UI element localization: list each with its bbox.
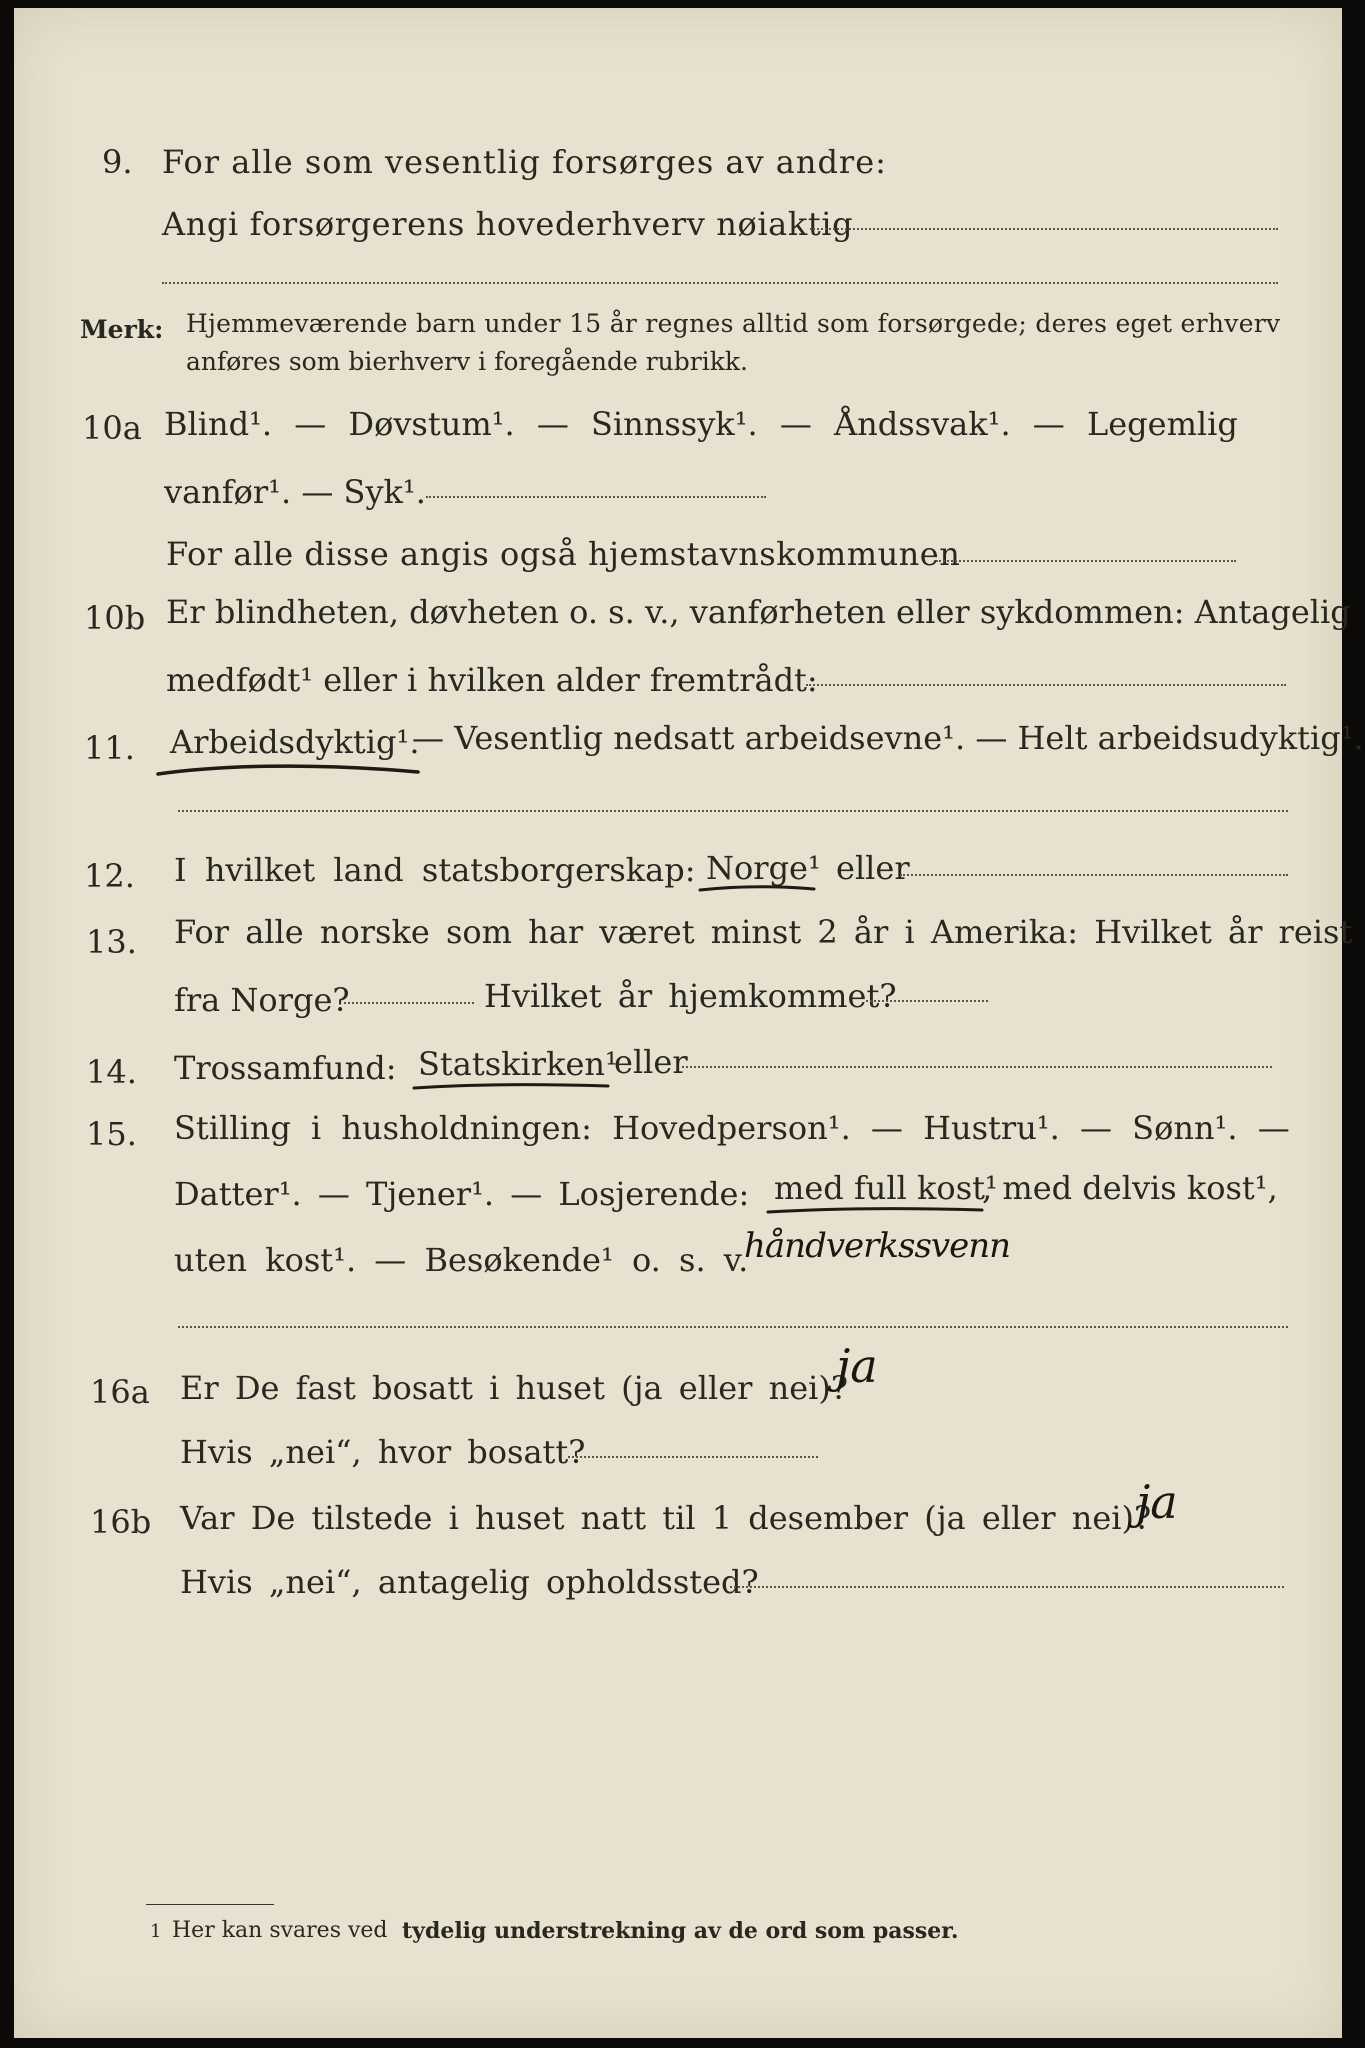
q15-line3: uten kost¹. — Besøkende¹ o. s. v.: [174, 1241, 749, 1279]
q11-answer-line: [178, 810, 1288, 812]
q11-number: 11.: [84, 729, 135, 767]
q13-hjemkommet-line: [866, 1000, 988, 1002]
q16a-line1: Er De fast bosatt i huset (ja eller nei)?: [180, 1369, 849, 1407]
q16a-bosatt-line: [568, 1456, 818, 1458]
q13-number: 13.: [86, 923, 137, 961]
q10b-line1: Er blindheten, døvheten o. s. v., vanførheten eller sykdommen: Antagelig: [166, 593, 1351, 631]
q12-number: 12.: [84, 857, 135, 895]
q10a-line1: Blind¹. — Døvstum¹. — Sinnssyk¹. — Åndssvak¹. — Legemlig: [164, 405, 1238, 443]
q13-line2b: Hvilket år hjemkommet?: [484, 977, 897, 1015]
q10a-hjemstavn-line: [936, 560, 1236, 562]
q10a-line3: For alle disse angis også hjemstavnskommunen: [166, 535, 961, 573]
q10b-line2: medfødt¹ eller i hvilken alder fremtrådt:: [166, 661, 818, 699]
q11-handwritten-underline: [154, 756, 424, 786]
q12-tail: eller: [836, 849, 910, 887]
q15-handwritten-answer: håndverkssvenn: [744, 1226, 1011, 1266]
q13-reist-line: [344, 1002, 474, 1004]
footnote-mark: 1: [150, 1921, 162, 1942]
q11-opt-arbeidsdyktig: Arbeidsdyktig¹.: [170, 723, 420, 761]
q15-handwritten-underline: [766, 1202, 986, 1222]
q14-answer-line: [682, 1066, 1272, 1068]
merk-label: Merk:: [80, 315, 164, 344]
q15-number: 15.: [86, 1115, 137, 1153]
footnote-text-a: Her kan svares ved: [172, 1918, 388, 1943]
q11-rest: — Vesentlig nedsatt arbeidsevne¹. — Helt arbeidsudyktig¹.: [412, 719, 1364, 757]
q15-line1: Stilling i husholdningen: Hovedperson¹. — Hustru¹. — Sønn¹. —: [174, 1109, 1290, 1147]
q10b-number: 10b: [84, 599, 146, 637]
q15-line2b: , med delvis kost¹,: [982, 1169, 1278, 1207]
q12-answer-line: [900, 874, 1288, 876]
q9-line2: Angi forsørgerens hovederhverv nøiaktig: [162, 205, 854, 243]
q12-handwritten-underline: [698, 880, 818, 900]
q16b-handwritten-answer: ja: [1136, 1475, 1178, 1529]
q14-opt-statskirken: Statskirken¹: [418, 1045, 618, 1083]
q14-text: Trossamfund:: [174, 1049, 397, 1087]
footnote-separator: [146, 1904, 274, 1905]
q10b-answer-line: [806, 684, 1286, 686]
q16a-line2: Hvis „nei“, hvor bosatt?: [180, 1433, 586, 1471]
q16b-line1: Var De tilstede i huset natt til 1 desember (ja eller nei)?: [180, 1499, 1152, 1537]
q12-text: I hvilket land statsborgerskap:: [174, 851, 696, 889]
footnote-text-b: tydelig understrekning av de ord som passer.: [402, 1918, 959, 1944]
q10a-number: 10a: [82, 409, 142, 447]
q15-line2a: Datter¹. — Tjener¹. — Losjerende:: [174, 1175, 750, 1213]
census-form-page: [14, 8, 1364, 2038]
q16a-number: 16a: [90, 1373, 150, 1411]
q13-line1: For alle norske som har været minst 2 år i Amerika: Hvilket år reist: [174, 913, 1353, 951]
merk-line1: Hjemmeværende barn under 15 år regnes alltid som forsørgede; deres eget erhverv: [186, 309, 1281, 338]
q16a-handwritten-answer: ja: [836, 1339, 878, 1393]
q9-number: 9.: [102, 143, 133, 181]
q16b-line2: Hvis „nei“, antagelig opholdssted?: [180, 1563, 759, 1601]
q16b-opholdssted-line: [730, 1586, 1284, 1588]
q9-answer-line: [810, 228, 1278, 230]
q9-answer-line-2: [162, 282, 1278, 284]
q16b-number: 16b: [90, 1503, 152, 1541]
q10a-answer-line: [426, 496, 766, 498]
q14-handwritten-underline: [412, 1078, 612, 1098]
q9-line1: For alle som vesentlig forsørges av andre:: [162, 143, 887, 181]
q15-opt-med-full-kost: med full kost¹: [774, 1169, 998, 1207]
merk-line2: anføres som bierhverv i foregående rubrikk.: [186, 347, 748, 376]
q14-number: 14.: [86, 1053, 137, 1091]
q15-answer-line-2: [178, 1326, 1288, 1328]
q10a-line2: vanfør¹. — Syk¹.: [164, 473, 426, 511]
q12-opt-norge: Norge¹: [706, 849, 821, 887]
q14-tail: eller: [614, 1043, 688, 1081]
q13-line2a: fra Norge?: [174, 981, 350, 1019]
